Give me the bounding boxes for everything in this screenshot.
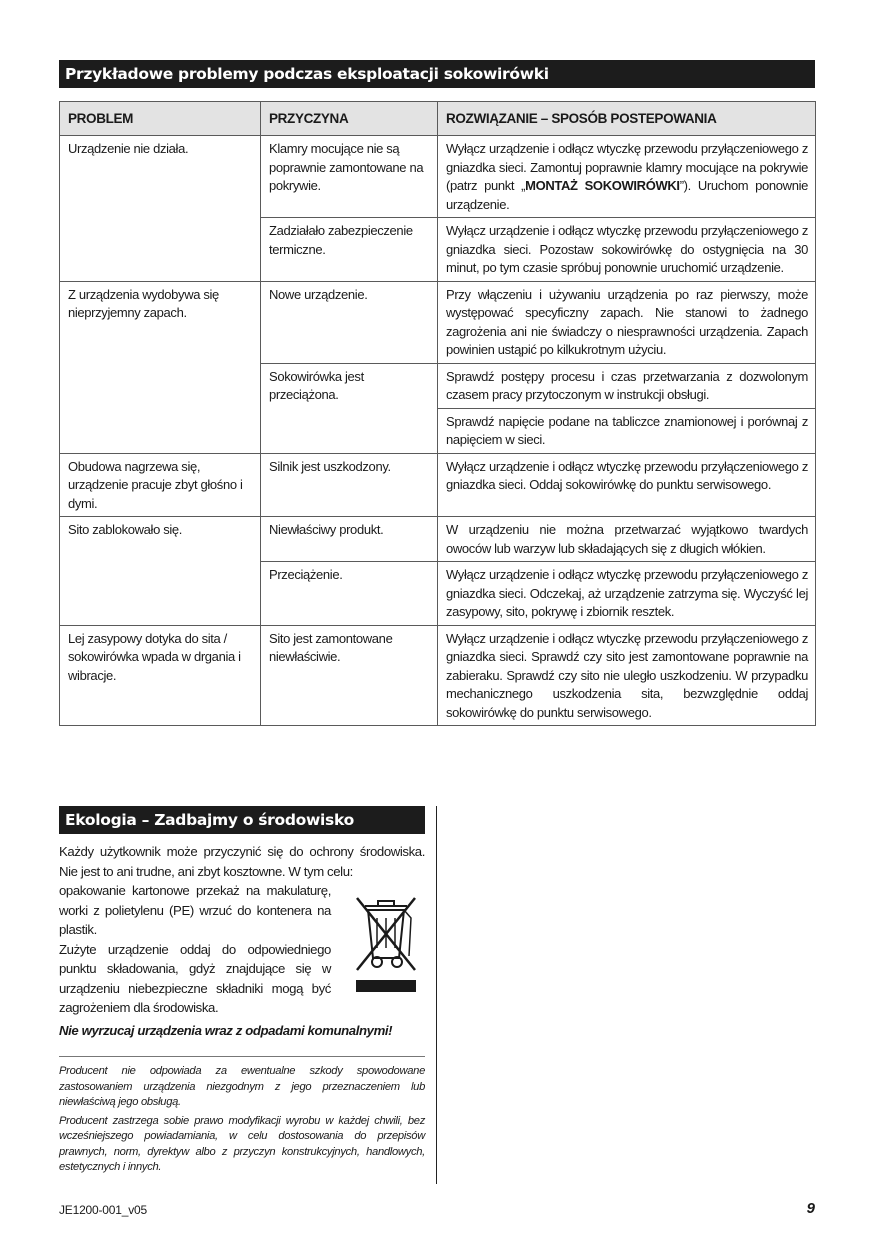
table-row <box>60 136 816 218</box>
problem-cell: Obudowa nagrzewa się, urządzenie pracuje zbyt głośno i dymi. <box>60 453 261 517</box>
troubleshooting-table <box>59 101 816 726</box>
disclaimer-modification: Producent zastrzega sobie prawo modyfikacji wyrobu w każdej chwili, bez wcześniejszego powiadamiania, w celu dostosowania do przepisów prawnych, norm, dyrektyw albo z przyczyn konstrukcyjnych, handlowych, estetycznych i innych. <box>59 1114 425 1173</box>
cause-cell: Przeciążenie. <box>261 562 438 626</box>
cause-cell: Sokowirówka jest przeciążona. <box>261 363 438 453</box>
solution-cell: Wyłącz urządzenie i odłącz wtyczkę przewodu przyłączeniowego z gniazdka sieci. Odczekaj, aż urządzenie zatrzyma się. Wyczyść lej zasypowy, sito, pokrywę i zbiornik resztek. <box>438 562 816 626</box>
table-header-row <box>60 102 816 136</box>
solution-cell: Wyłącz urządzenie i odłącz wtyczkę przewodu przyłączeniowego z gniazdka sieci. Pozostaw sokowirówkę do ostygnięcia na 30 minut, po tym czasie spróbuj ponownie uruchomić urządzenie. <box>438 218 816 282</box>
solution-cell: Wyłącz urządzenie i odłącz wtyczkę przewodu przyłączeniowego z gniazdka sieci. Zamontuj poprawnie klamry mocujące na pokrywie (patrz punkt „MONTAŻ SOKOWIRÓWKI”). Uruchom ponownie urządzenie. <box>438 136 816 218</box>
document-code: JE1200-001_v05 <box>59 1203 147 1217</box>
problem-cell: Sito zablokowało się. <box>60 517 261 626</box>
section-reference: MONTAŻ SOKOWIRÓWKI <box>525 178 680 193</box>
cause-cell: Klamry mocujące nie są poprawnie zamontowane na pokrywie. <box>261 136 438 218</box>
table-row <box>60 625 816 726</box>
disclaimer-liability: Producent nie odpowiada za ewentualne szkody spowodowane zastosowaniem urządzenia niezgodnym z jego przeznaczeniem lub niewłaściwą jego obsługą. <box>59 1065 425 1108</box>
solution-cell: Wyłącz urządzenie i odłącz wtyczkę przewodu przyłączeniowego z gniazdka sieci. Sprawdź czy sito jest zamontowane poprawnie na zabieraku. Sprawdź czy sito nie uległo uszkodzeniu. W przypadku mechanicznego uszkodzenia sita, bezwzględnie oddaj sokowirówkę do punktu serwisowego. <box>438 625 816 726</box>
problems-section-header: Przykładowe problemy podczas eksploatacji sokowirówki <box>59 60 815 88</box>
ecology-text <box>59 842 425 1018</box>
ecology-section-header: Ekologia – Zadbajmy o środowisko <box>59 806 425 834</box>
cause-cell: Sito jest zamontowane niewłaściwie. <box>261 625 438 726</box>
header-problem: PROBLEM <box>60 102 261 136</box>
cause-cell: Zadziałało zabezpieczenie termiczne. <box>261 218 438 282</box>
header-cause: PRZYCZYNA <box>261 102 438 136</box>
header-solution: ROZWIĄZANIE – SPOSÓB POSTEPOWANIA <box>438 102 816 136</box>
ecology-intro: Każdy użytkownik może przyczynić się do ochrony środowiska. Nie jest to ani trudne, ani zbyt kosztowne. W tym celu: <box>59 844 425 879</box>
disclaimer <box>59 1064 425 1179</box>
cause-cell: Silnik jest uszkodzony. <box>261 453 438 517</box>
table-row <box>60 517 816 562</box>
solution-cell: Przy włączeniu i używaniu urządzenia po raz pierwszy, może występować specyficzny zapach. Nie stanowi to żadnego zagrożenia ani nie świadczy o niesprawności urządzenia. Zapach powinien ustąpić po kilkukrotnym użyciu. <box>438 281 816 363</box>
page-number: 9 <box>806 1200 815 1217</box>
ecology-packaging-text: opakowanie kartonowe przekaż na makulaturę, worki z polietylenu (PE) wrzuć do kontenera na plastik. <box>59 883 331 937</box>
solution-cell: W urządzeniu nie można przetwarzać wyjątkowo twardych owoców lub warzyw lub składających się z długich włókien. <box>438 517 816 562</box>
table-row <box>60 281 816 363</box>
solution-cell: Sprawdź napięcie podane na tabliczce znamionowej i porównaj z napięciem w sieci. <box>438 408 816 453</box>
divider <box>59 1056 425 1057</box>
table-row <box>60 453 816 517</box>
crossed-out-wheelie-bin-icon <box>351 890 421 992</box>
column-divider <box>436 806 437 1184</box>
solution-cell: Wyłącz urządzenie i odłącz wtyczkę przewodu przyłączeniowego z gniazdka sieci. Oddaj sokowirówkę do punktu serwisowego. <box>438 453 816 517</box>
problem-cell: Urządzenie nie działa. <box>60 136 261 282</box>
disposal-warning: Nie wyrzucaj urządzenia wraz z odpadami komunalnymi! <box>59 1023 393 1038</box>
cause-cell: Niewłaściwy produkt. <box>261 517 438 562</box>
solution-cell: Sprawdź postępy procesu i czas przetwarzania z dozwolonym czasem pracy przytoczonym w instrukcji obsługi. <box>438 363 816 408</box>
problem-cell: Lej zasypowy dotyka do sita / sokowirówka wpada w drgania i wibracje. <box>60 625 261 726</box>
cause-cell: Nowe urządzenie. <box>261 281 438 363</box>
problem-cell: Z urządzenia wydobywa się nieprzyjemny zapach. <box>60 281 261 453</box>
ecology-disposal-text: Zużyte urządzenie oddaj do odpowiedniego punktu składowania, gdyż znajdujące się w urządzeniu niebezpieczne składniki mogą być zagrożeniem dla środowiska. <box>59 941 331 1015</box>
